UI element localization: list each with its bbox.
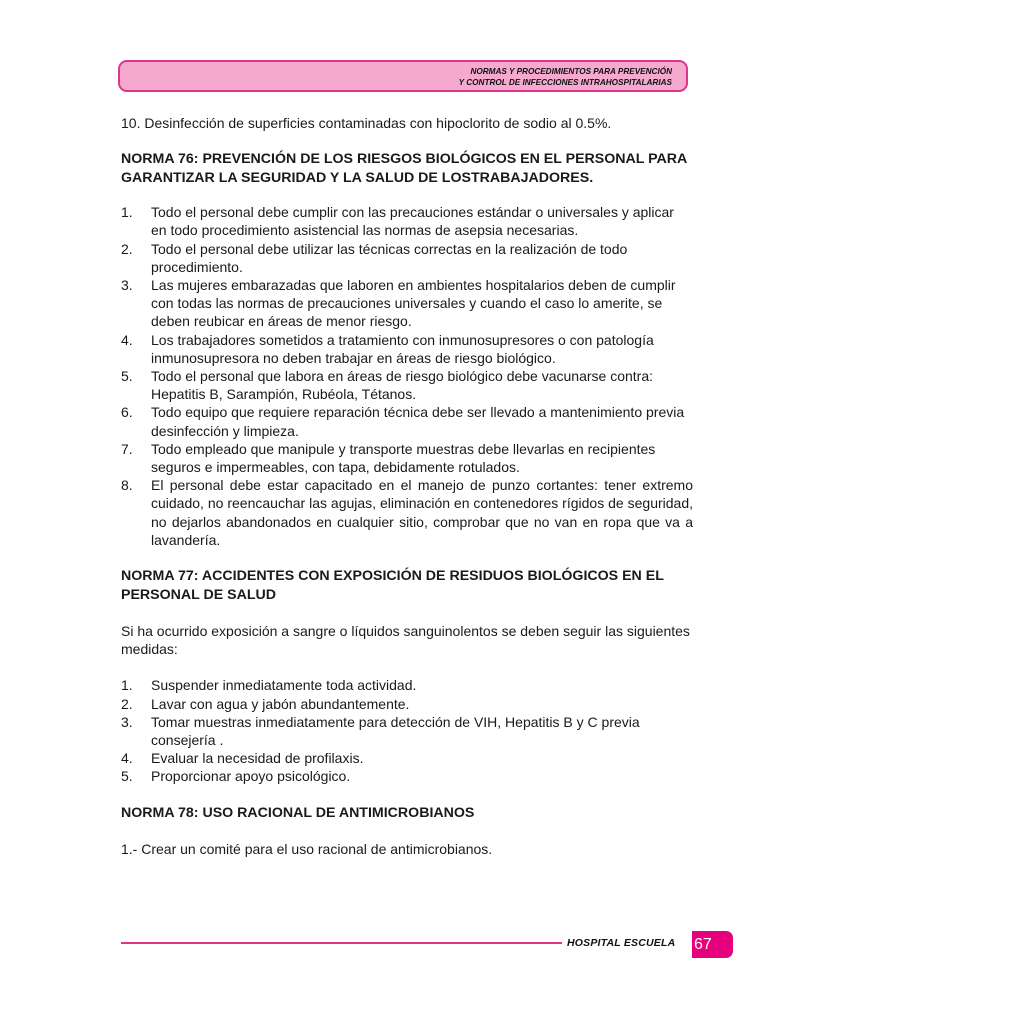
norma-77-heading: NORMA 77: ACCIDENTES CON EXPOSICIÓN DE RESIDUOS BIOLÓGICOS EN EL PERSONAL DE SALUD [121,568,664,603]
header-banner [118,60,688,92]
page-content [121,114,693,858]
footer-label: HOSPITAL ESCUELA [567,937,676,949]
norma-77-intro: Si ha ocurrido exposición a sangre o líquidos sanguinolentos se deben seguir las siguientes medidas: [121,623,690,658]
list-item: 3. Las mujeres embarazadas que laboren en ambientes hospitalarios deben de cumplir con todas las normas de precauciones universales y cuando el caso lo amerite, se deben reubicar en áreas de menor riesgo. [121,277,676,330]
header-line-2: Y CONTROL DE INFECCIONES INTRAHOSPITALARIAS [458,77,672,87]
list-item: 3. Tomar muestras inmediatamente para detección de VIH, Hepatitis B y C previa consejería . [121,713,640,749]
norma-78-item: 1.- Crear un comité para el uso racional de antimicrobianos. [121,841,493,858]
intro-item: 10. Desinfección de superficies contaminadas con hipoclorito de sodio al 0.5%. [121,115,612,131]
list-item: 1. Todo el personal debe cumplir con las precauciones estándar o universales y aplicar en todo procedimiento asistencial las normas de asepsia necesarias. [121,204,674,239]
list-item: 7. Todo empleado que manipule y transporte muestras debe llevarlas en recipientes seguros e impermeables, con tapa, debidamente rotulados. [121,440,656,476]
list-item: 8. El personal debe estar capacitado en el manejo de punzo cortantes: tener extremo cuidado, no reencauchar las agujas, eliminación en contenedores rígidos de seguridad, no dejarlos abandonados en cualquier sitio, comprobar que no van en ropa que va a lavandería. [121,477,693,548]
list-item: 2. Todo el personal debe utilizar las técnicas correctas en la realización de todo procedimiento. [121,240,628,275]
norma-76-list [121,203,693,549]
list-item: 6. Todo equipo que requiere reparación técnica debe ser llevado a mantenimiento previa desinfección y limpieza. [121,404,685,439]
norma-76-heading: NORMA 76: PREVENCIÓN DE LOS RIESGOS BIOLÓGICOS EN EL PERSONAL PARA GARANTIZAR LA SEGURIDAD Y LA SALUD DE LOSTRABAJADORES. [121,151,687,186]
list-item: 4. Evaluar la necesidad de profilaxis. [121,750,364,767]
norma-78-heading: NORMA 78: USO RACIONAL DE ANTIMICROBIANOS [121,804,475,821]
list-item: 2. Lavar con agua y jabón abundantemente. [121,695,410,712]
list-item: 1. Suspender inmediatamente toda actividad. [121,677,417,694]
list-item: 5. Proporcionar apoyo psicológico. [121,768,351,785]
list-item: 5. Todo el personal que labora en áreas de riesgo biológico debe vacunarse contra: Hepatitis B, Sarampión, Rubéola, Tétanos. [121,368,654,403]
header-line-1: NORMAS Y PROCEDIMIENTOS PARA PREVENCIÓN [470,67,672,76]
footer-divider [121,942,562,944]
list-item: 4. Los trabajadores sometidos a tratamiento con inmunosupresores o con patología inmunosupresora no deben trabajar en áreas de riesgo biológico. [121,331,654,366]
norma-77-list [121,676,693,785]
page-number: 67 [692,931,733,958]
header-title [459,67,672,88]
